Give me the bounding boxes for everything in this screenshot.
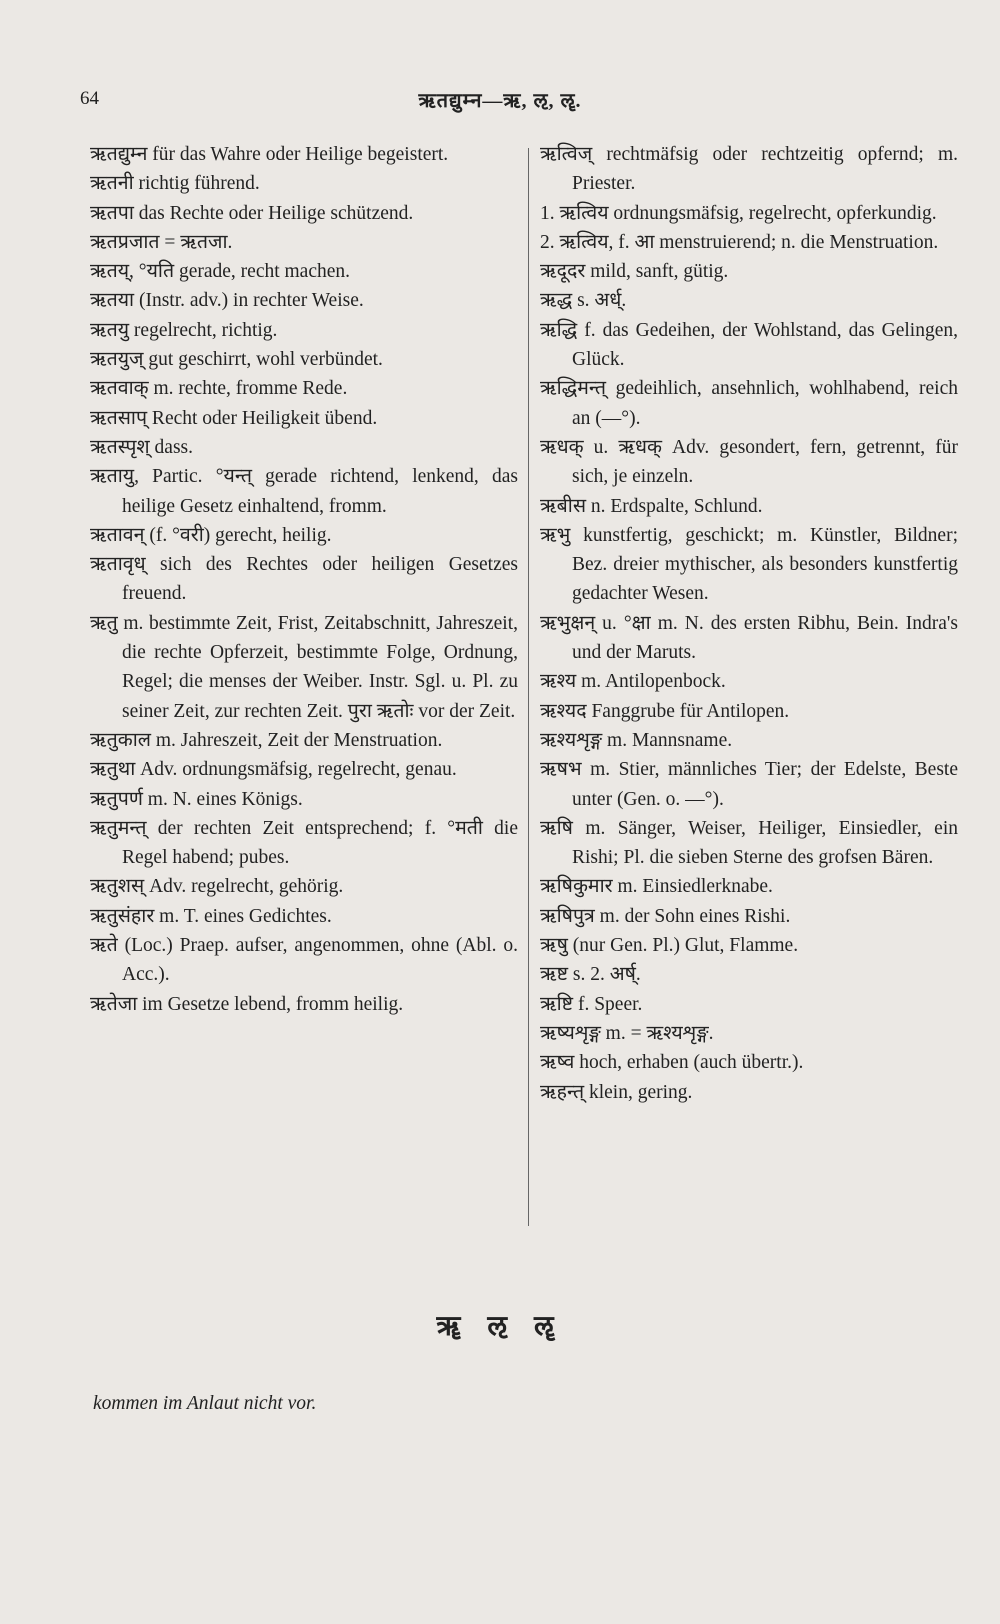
dictionary-entry: 1. ऋत्विय ordnungsmäfsig, regelrecht, opferkundig. bbox=[540, 202, 937, 224]
dictionary-entry: ऋहन्त् klein, gering. bbox=[540, 1081, 693, 1103]
dictionary-entry: ऋषभ m. Stier, männliches Tier; der Edelste, Beste unter (Gen. o. —°). bbox=[540, 759, 958, 810]
dictionary-entry: ऋतुसंहार m. T. eines Gedichtes. bbox=[90, 905, 332, 927]
dictionary-entry: ऋतेजा im Gesetze lebend, fromm heilig. bbox=[90, 993, 404, 1015]
dictionary-entry: ऋधक् u. ऋधक् Adv. gesondert, fern, getrennt, für sich, je einzeln. bbox=[540, 436, 958, 488]
dictionary-entry: ऋभु kunstfertig, geschickt; m. Künstler, Bildner; Bez. dreier mythischer, als besonders kunstfertig gedachter Wesen. bbox=[540, 524, 958, 605]
dictionary-entry: ऋतुशस् Adv. regelrecht, gehörig. bbox=[90, 876, 344, 898]
dictionary-entry: ऋषिपुत्र m. der Sohn eines Rishi. bbox=[540, 905, 791, 927]
dictionary-entry: ऋदूदर mild, sanft, gütig. bbox=[540, 261, 729, 283]
dictionary-entry: ऋतयु regelrecht, richtig. bbox=[90, 319, 278, 341]
dictionary-entry: ऋतनी richtig führend. bbox=[90, 173, 260, 195]
dictionary-entry: ऋष्ट s. 2. अर्ष्. bbox=[540, 964, 641, 986]
dictionary-entry: ऋद्धिमन्त् gedeihlich, ansehnlich, wohlhabend, reich an (—°). bbox=[540, 378, 958, 429]
dictionary-entry: ऋषि m. Sänger, Weiser, Heiliger, Einsiedler, ein Rishi; Pl. die sieben Sterne des grofsen Bären. bbox=[540, 817, 958, 869]
left-column bbox=[90, 140, 518, 1019]
dictionary-entry: 2. ऋत्विय, f. आ menstruierend; n. die Menstruation. bbox=[540, 231, 939, 253]
right-column bbox=[540, 140, 958, 1107]
dictionary-entry: ऋत्विज् rechtmäfsig oder rechtzeitig opfernd; m. Priester. bbox=[540, 144, 958, 195]
dictionary-entry: ऋतद्युम्न für das Wahre oder Heilige begeistert. bbox=[90, 144, 449, 165]
dictionary-entry: ऋषिकुमार m. Einsiedlerknabe. bbox=[540, 876, 773, 898]
section-heading: ॠ ऌ ॡ bbox=[436, 1311, 564, 1342]
dictionary-entry: ऋभुक्षन् u. °क्षा m. N. des ersten Ribhu, Bein. Indra's und der Maruts. bbox=[540, 612, 958, 664]
dictionary-entry: ऋतपा das Rechte oder Heilige schützend. bbox=[90, 202, 414, 224]
dictionary-entry: ऋश्यशृङ्ग m. Mannsname. bbox=[540, 729, 733, 751]
dictionary-entry: ऋतस्पृश् dass. bbox=[90, 436, 194, 458]
dictionary-entry: ऋष्टि f. Speer. bbox=[540, 993, 643, 1015]
dictionary-entry: ऋते (Loc.) Praep. aufser, angenommen, ohne (Abl. o. Acc.). bbox=[90, 935, 518, 986]
dictionary-entry: ऋतप्रजात = ऋतजा. bbox=[90, 231, 233, 253]
dictionary-entry: ऋतसाप् Recht oder Heiligkeit übend. bbox=[90, 407, 378, 429]
dictionary-entry: ऋश्यद Fanggrube für Antilopen. bbox=[540, 700, 790, 722]
dictionary-entry: ऋतु m. bestimmte Zeit, Frist, Zeitabschnitt, Jahreszeit, die rechte Opferzeit, bestimmte Folge, Ordnung, Regel; die menses der Weiber. Instr. Sgl. u. Pl. zu seiner Zeit, zur rechten Zeit. पुरा ऋतोः vor der Zeit. bbox=[90, 612, 518, 722]
dictionary-entry: ऋष्यशृङ्ग m. = ऋश्यशृङ्ग. bbox=[540, 1022, 714, 1044]
dictionary-entry: ऋतुपर्ण m. N. eines Königs. bbox=[90, 788, 303, 810]
dictionary-entry: ऋतयुज् gut geschirrt, wohl verbündet. bbox=[90, 349, 383, 371]
dictionary-entry: ऋतायु, Partic. °यन्त् gerade richtend, lenkend, das heilige Gesetz einhaltend, fromm. bbox=[90, 466, 518, 517]
running-head: ऋतद्युम्न—ऋ, ऌ, ॡ. bbox=[418, 90, 582, 112]
dictionary-entry: ऋश्य m. Antilopenbock. bbox=[540, 671, 726, 693]
dictionary-entry: ऋद्धि f. das Gedeihen, der Wohlstand, das Gelingen, Glück. bbox=[540, 319, 958, 371]
dictionary-entry: ऋद्ध s. अर्ध्. bbox=[540, 290, 627, 312]
column-divider bbox=[528, 148, 529, 1226]
dictionary-entry: ऋतावन् (f. °वरी) gerecht, heilig. bbox=[90, 524, 332, 546]
dictionary-entry: ऋतवाक् m. rechte, fromme Rede. bbox=[90, 378, 348, 400]
footnote: kommen im Anlaut nicht vor. bbox=[93, 1393, 317, 1414]
page-number: 64 bbox=[80, 88, 99, 109]
dictionary-entry: ऋष्व hoch, erhaben (auch übertr.). bbox=[540, 1052, 804, 1074]
dictionary-entry: ऋतया (Instr. adv.) in rechter Weise. bbox=[90, 290, 364, 312]
dictionary-entry: ऋबीस n. Erdspalte, Schlund. bbox=[540, 495, 763, 517]
dictionary-entry: ऋतुकाल m. Jahreszeit, Zeit der Menstruation. bbox=[90, 729, 443, 751]
dictionary-entry: ऋषु (nur Gen. Pl.) Glut, Flamme. bbox=[540, 935, 799, 957]
dictionary-entry: ऋतुथा Adv. ordnungsmäfsig, regelrecht, genau. bbox=[90, 759, 457, 781]
dictionary-entry: ऋतुमन्त् der rechten Zeit entsprechend; f. °मती die Regel habend; pubes. bbox=[90, 817, 518, 869]
dictionary-entry: ऋतय्, °यति gerade, recht machen. bbox=[90, 261, 351, 283]
dictionary-entry: ऋतावृध् sich des Rechtes oder heiligen Gesetzes freuend. bbox=[90, 554, 518, 605]
